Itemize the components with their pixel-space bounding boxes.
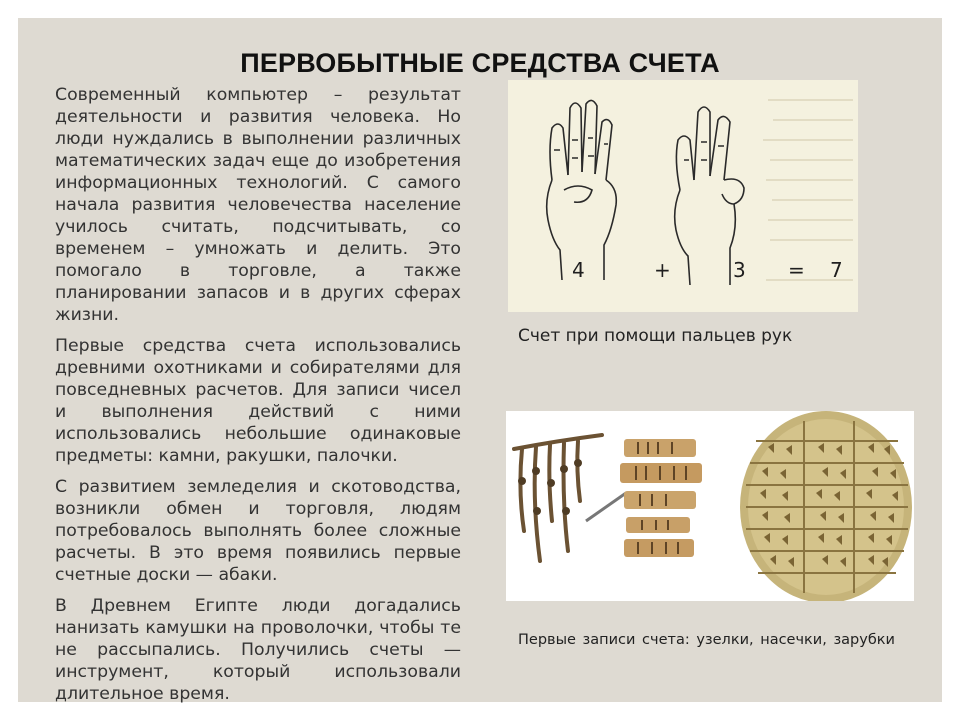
slide-title: ПЕРВОБЫТНЫЕ СРЕДСТВА СЧЕТА: [240, 48, 720, 78]
paragraph-2: Первые средства счета использовались древними охотниками и собирателями для повседневных расчетов. Для записи чисел и выполнения действий с ними использовались небольшие одинаковые предметы: камни, ракушки, палочки.: [55, 336, 461, 466]
paragraph-3: С развитием земледелия и скотоводства, возникли обмен и торговля, людям потребовалось выполнять более сложные расчеты. В это время появились первые счетные доски — абаки.: [55, 477, 461, 585]
figure2-caption: Первые записи счета: узелки, насечки, зарубки: [518, 632, 895, 648]
equation-eq: =: [788, 258, 805, 282]
equation-b: 3: [733, 258, 746, 282]
clay-tablet-icon: [736, 411, 914, 601]
finger-counting-image: [508, 80, 858, 312]
notched-sticks-icon: [620, 439, 702, 557]
body-text: [55, 84, 461, 714]
early-records-image: [506, 411, 914, 601]
equation-plus: +: [654, 258, 671, 282]
slide: [18, 18, 942, 702]
equation-a: 4: [572, 258, 585, 282]
paragraph-4: В Древнем Египте люди догадались нанизать камушки на проволочки, чтобы те не рассыпались. Получились счеты — инструмент, который использовали длительное время.: [55, 596, 461, 704]
paragraph-1: Современный компьютер – результат деятельности и развития человека. Но люди нуждались в выполнении различных математических задач еще до изобретения информационных технологий. С самого начала развития человечества население училось считать, подсчитывать, со временем – умножать и делить. Это помогало в торговле, а также планировании запасов и в других сферах жизни.: [55, 85, 461, 325]
figure1-caption: Счет при помощи пальцев рук: [518, 326, 793, 346]
equation-result: 7: [830, 258, 843, 282]
